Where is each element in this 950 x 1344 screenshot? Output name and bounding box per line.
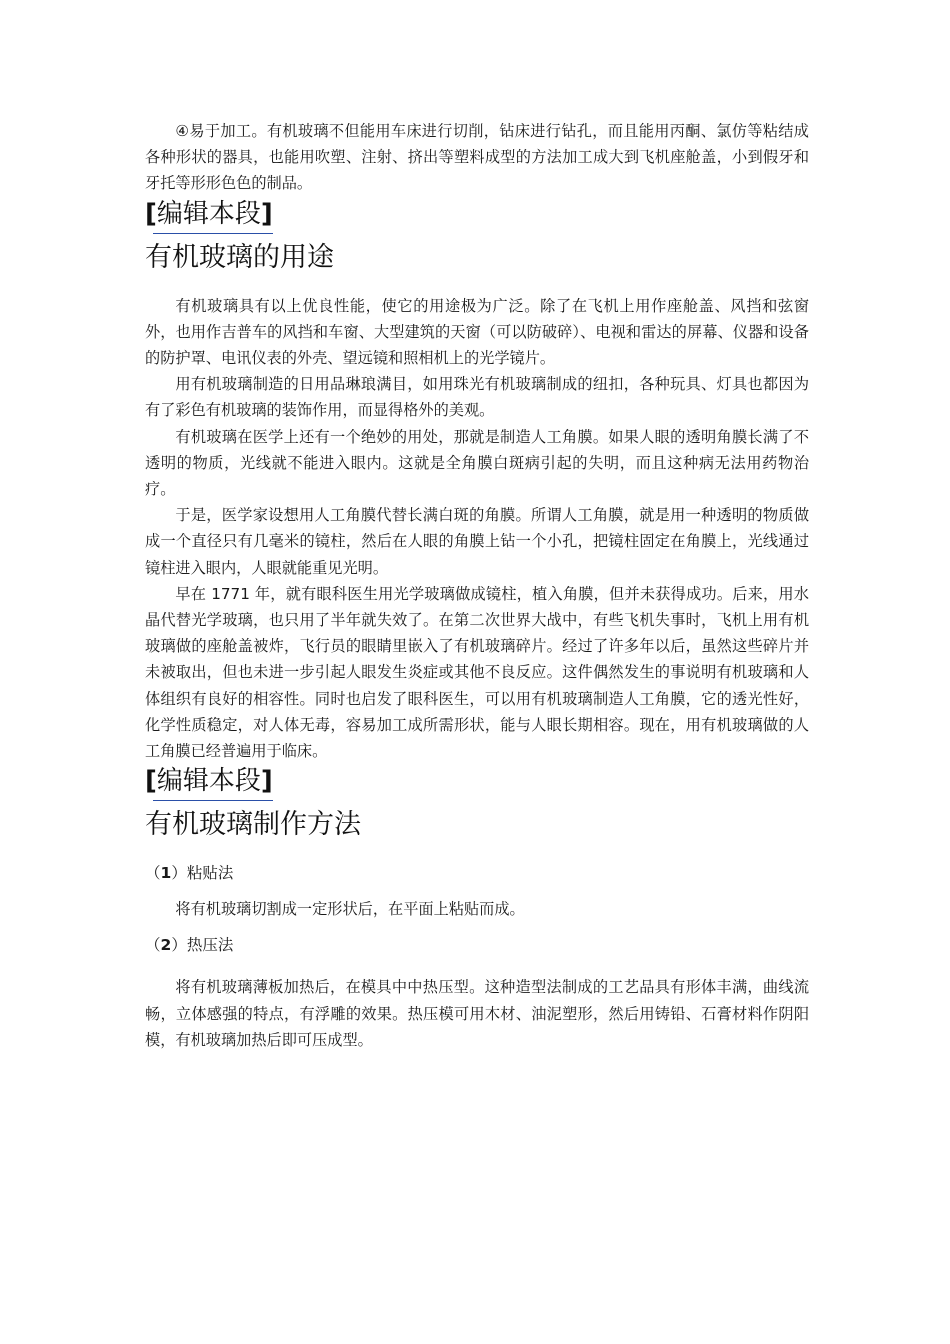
method-heading-prefix: （ — [145, 864, 161, 883]
method-heading-2 — [145, 932, 809, 958]
uses-paragraph-3: 有机玻璃在医学上还有一个绝妙的用处，那就是制造人工角膜。如果人眼的透明角膜长满了不透明的物质，光线就不能进入眼内。这就是全角膜白斑病引起的失明，而且这种病无法用药物治疗。 — [145, 427, 809, 499]
method-paragraph-1: 将有机玻璃切割成一定形状后，在平面上粘贴而成。 — [175, 900, 525, 919]
edit-link-underline — [153, 800, 273, 801]
method-heading-label: ）热压法 — [171, 936, 234, 955]
intro-paragraph: ④易于加工。有机玻璃不但能用车床进行切削，钻床进行钻孔，而且能用丙酮、氯仿等粘结成各种形状的器具，也能用吹塑、注射、挤出等塑料成型的方法加工成大到飞机座舱盖，小到假牙和牙托等形形色色的制品。 — [145, 122, 809, 193]
edit-link-open-bracket: [ — [145, 198, 157, 229]
uses-paragraph-4: 于是，医学家设想用人工角膜代替长满白斑的角膜。所谓人工角膜，就是用一种透明的物质做成一个直径只有几毫米的镜柱，然后在人眼的角膜上钻一个小孔，把镜柱固定在角膜上，光线通过镜柱进入眼内，人眼就能重见光明。 — [145, 506, 809, 577]
edit-link-text: 编辑本段 — [156, 766, 261, 797]
method-heading-number: 1 — [160, 864, 172, 883]
method-paragraph-2: 将有机玻璃薄板加热后，在模具中中热压型。这种造型法制成的工艺品具有形体丰满，曲线流畅，立体感强的特点，有浮雕的效果。热压模可用木材、油泥塑形，然后用铸铅、石膏材料作阴阳模，有机玻璃加热后即可压成型。 — [145, 978, 809, 1049]
edit-section-link-2[interactable] — [145, 766, 273, 798]
uses-paragraph-5: 早在 1771 年，就有眼科医生用光学玻璃做成镜柱，植入角膜，但并未获得成功。后来，用水晶代替光学玻璃，也只用了半年就失效了。在第二次世界大战中，有些飞机失事时，飞机上用有机玻璃做的座舱盖被炸，飞行员的眼睛里嵌入了有机玻璃碎片。经过了许多年以后，虽然这些碎片并未被取出，但也未进一步引起人眼发生炎症或其他不良反应。这件偶然发生的事说明有机玻璃和人体组织有良好的相容性。同时也启发了眼科医生，可以用有机玻璃制造人工角膜，它的透光性好，化学性质稳定，对人体无毒，容易加工成所需形状，能与人眼长期相容。现在，用有机玻璃做的人工角膜已经普遍用于临床。 — [145, 584, 809, 761]
method-heading-1 — [145, 860, 809, 886]
edit-link-close-bracket: ] — [260, 198, 273, 229]
uses-paragraph-1: 有机玻璃具有以上优良性能，使它的用途极为广泛。除了在飞机上用作座舱盖、风挡和弦窗外，也用作吉普车的风挡和车窗、大型建筑的天窗（可以防破碎）、电视和雷达的屏幕、仪器和设备的防护罩、电讯仪表的外壳、望远镜和照相机上的光学镜片。 — [145, 296, 809, 368]
uses-paragraph-2: 用有机玻璃制造的日用品琳琅满目，如用珠光有机玻璃制成的纽扣，各种玩具、灯具也都因为有了彩色有机玻璃的装饰作用，而显得格外的美观。 — [145, 375, 809, 420]
edit-link-text: 编辑本段 — [156, 198, 261, 229]
method-heading-number: 2 — [160, 936, 172, 955]
document-page — [145, 118, 809, 1053]
edit-link-close-bracket: ] — [260, 766, 273, 797]
section-title-methods: 有机玻璃制作方法 — [145, 809, 361, 841]
method-heading-prefix: （ — [145, 936, 161, 955]
method-heading-label: ）粘贴法 — [171, 864, 234, 883]
section-title-uses: 有机玻璃的用途 — [145, 241, 334, 273]
edit-section-link-1[interactable] — [145, 199, 273, 231]
edit-link-open-bracket: [ — [145, 766, 157, 797]
edit-link-underline — [153, 233, 273, 234]
